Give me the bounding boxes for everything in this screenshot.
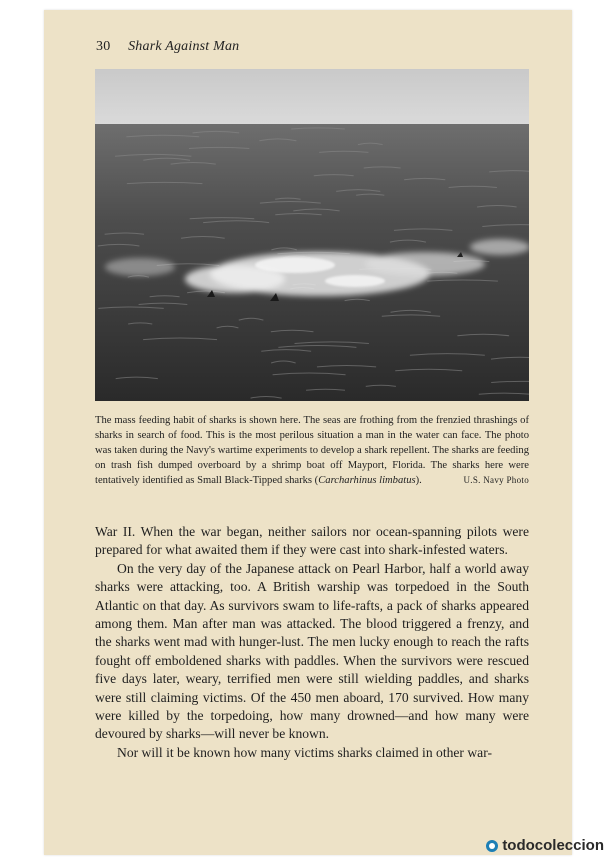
watermark-logo	[486, 837, 604, 854]
running-title: Shark Against Man	[128, 39, 240, 54]
book-page	[44, 10, 572, 855]
photo-credit: U.S. Navy Photo	[463, 475, 529, 485]
watermark-dot-icon	[486, 840, 498, 852]
paragraph-1: War II. When the war began, neither sailors nor ocean-spanning pilots were prepared for what awaited them if they were cast into shark-infested waters.	[95, 524, 529, 558]
watermark-text: todocoleccion	[502, 837, 604, 854]
caption-species-name: Carcharhinus limbatus	[318, 475, 416, 486]
caption-text-end: ).	[415, 475, 422, 486]
paragraph-2: On the very day of the Japanese attack on Pearl Harbor, half a world away sharks were attacking, too. A British warship was torpedoed in the South Atlantic on that day. As survivors swam to life-rafts, a pack of sharks appeared among them. Man after man was attacked. The blood triggered a frenzy, and the sharks went mad with hunger-lust. The men lucky enough to reach the rafts fought off emboldened sharks with paddles. When the survivors were rescued five days later, weary, terrified men were still wielding paddles, and sharks were still claiming victims. Of the 450 men aboard, 170 survived. How many were killed by the torpedoing, how many drowned—and how many were devoured by sharks—will never be known.	[95, 560, 529, 742]
paragraph-3: Nor will it be known how many victims sharks claimed in other war-	[117, 744, 492, 760]
caption-text: The mass feeding habit of sharks is shown here. The seas are frothing from the frenzied thrashings of sharks in search of food. This is the most perilous situation a man in the water can face. The photo was taken during the Navy's wartime experiments to develop a shark repellent. The sharks are feeding on trash fish dumped overboard by a shrimp boat off Mayport, Florida. The sharks here were tentatively identified as Small Black-Tipped sharks (	[95, 415, 529, 486]
body-text	[95, 523, 529, 762]
page-number: 30	[96, 39, 111, 54]
page-header	[96, 39, 239, 55]
photo-caption	[95, 413, 529, 488]
shark-feeding-photo	[95, 69, 529, 401]
